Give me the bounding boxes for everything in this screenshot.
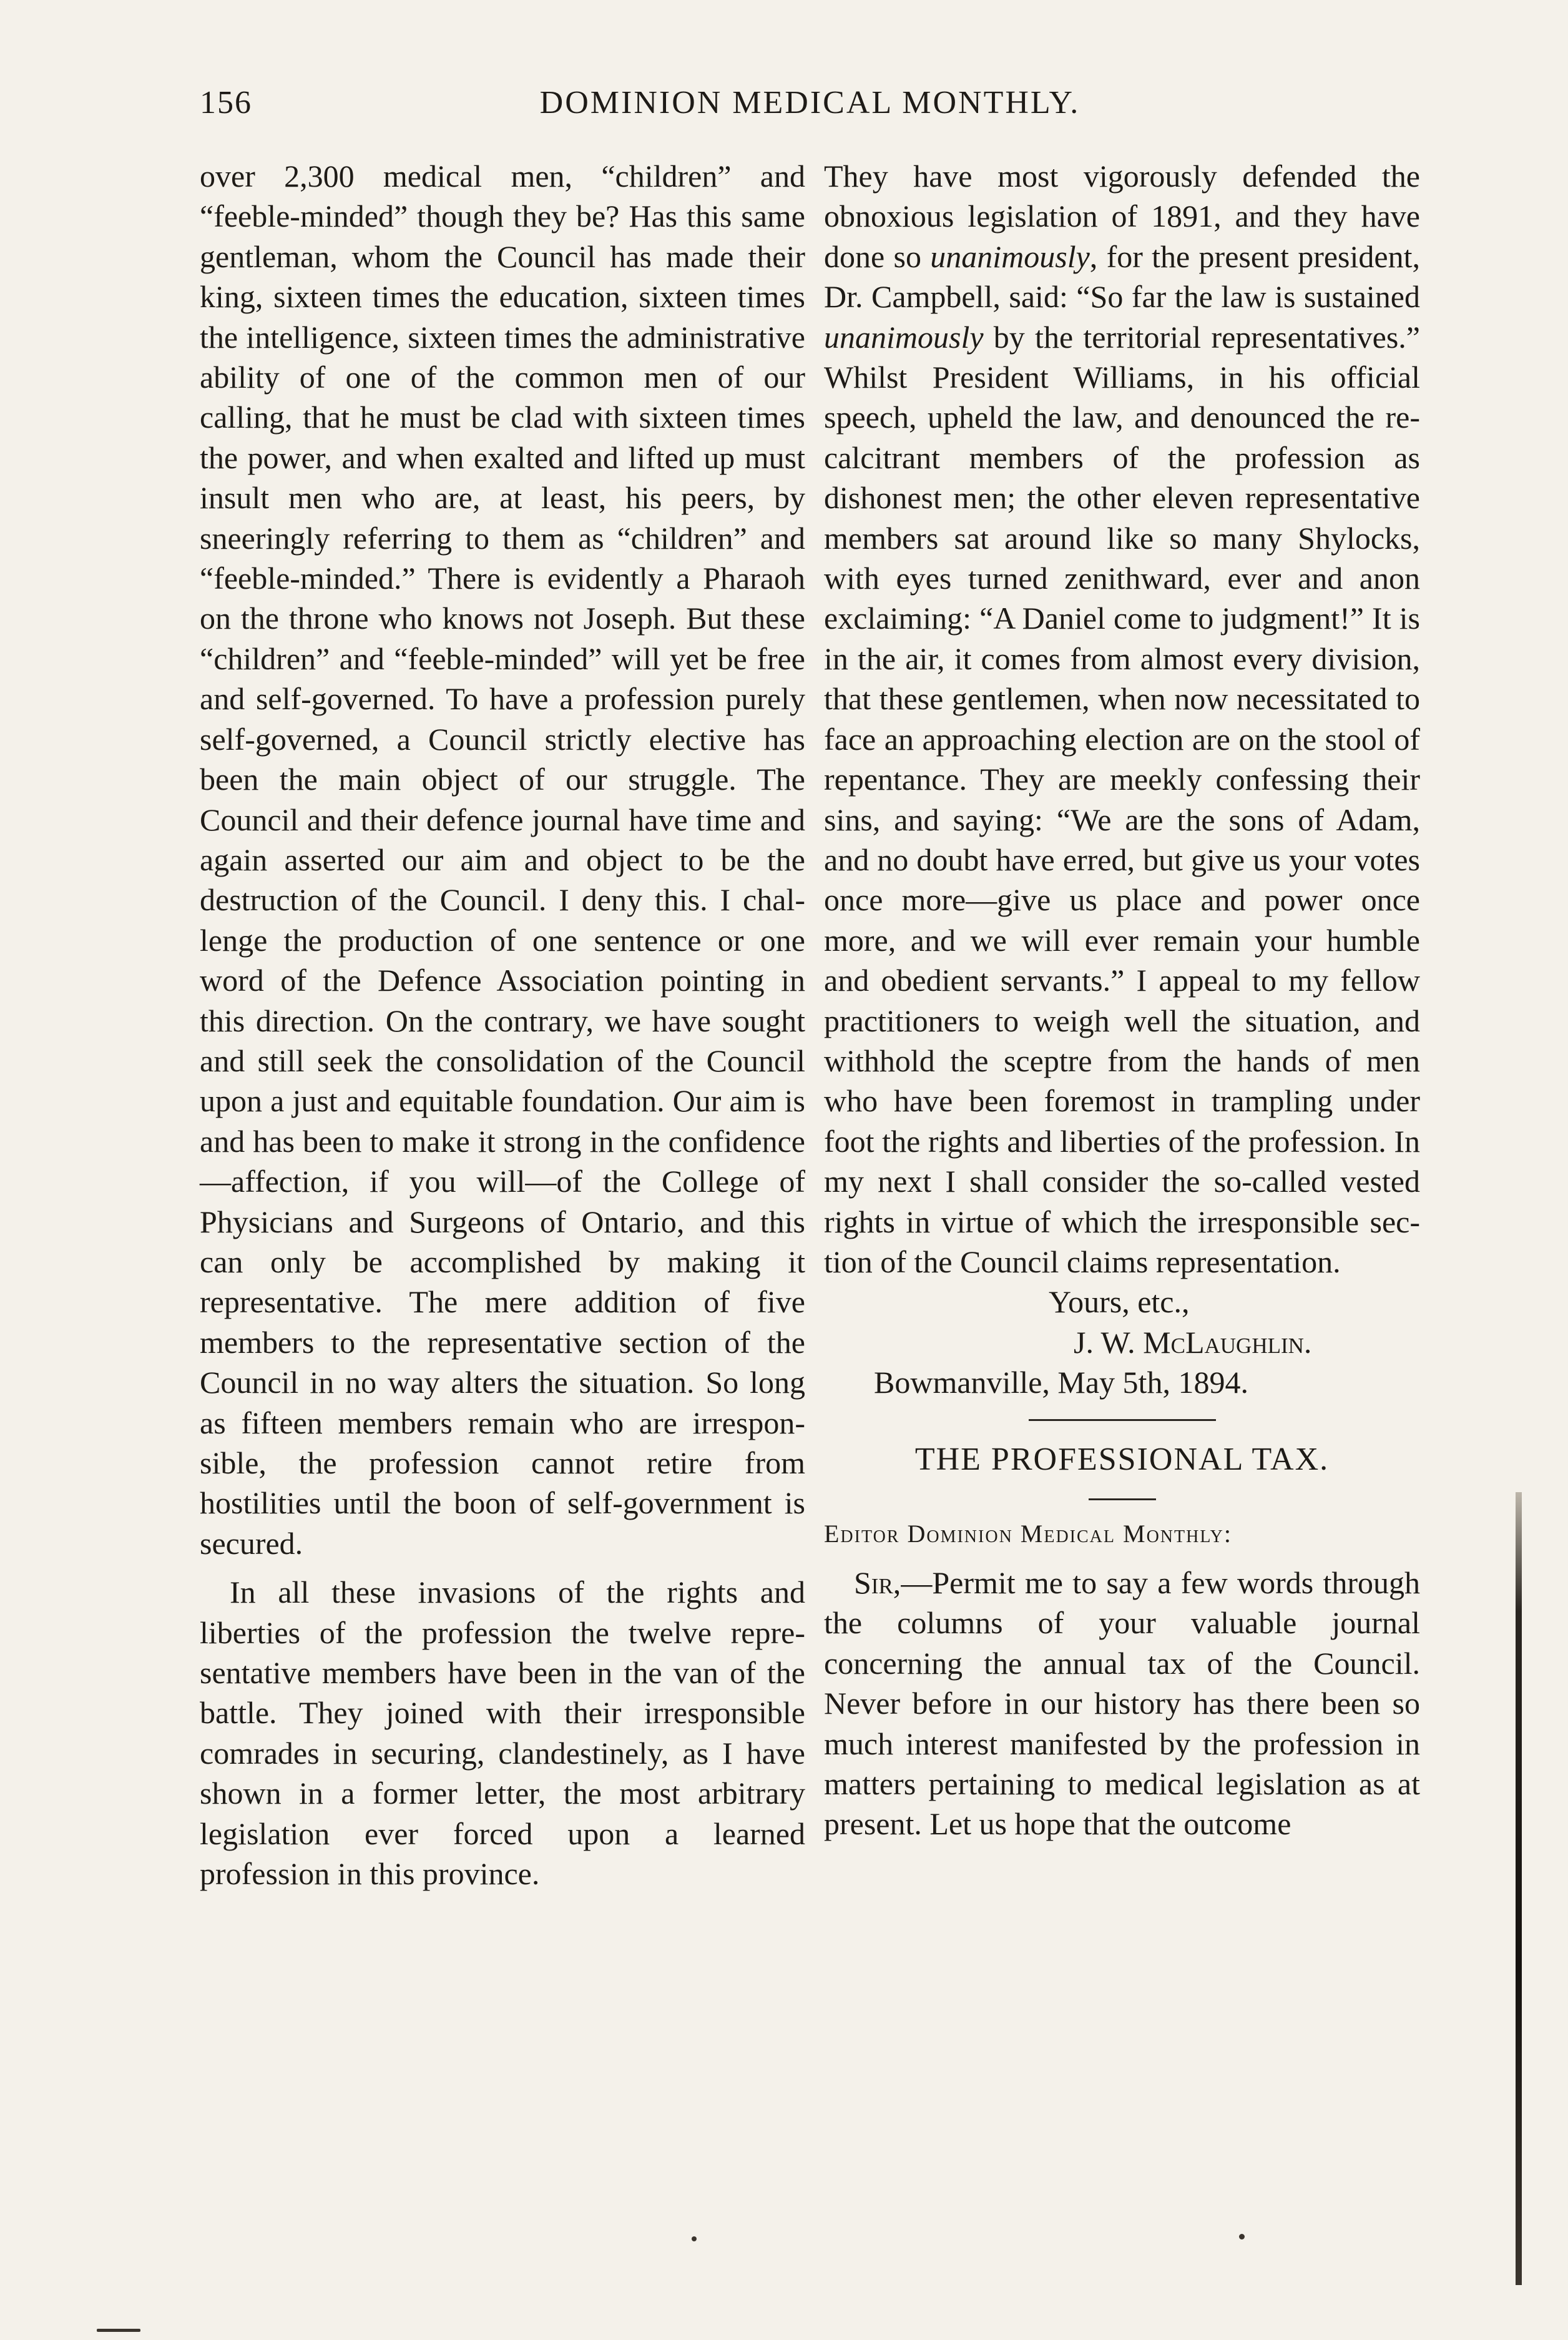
scan-speck	[1239, 2234, 1245, 2239]
emphasis-unanimously: unanimously	[930, 238, 1090, 274]
emphasis-unanimously: unanimously	[824, 319, 984, 355]
scan-edge-mark	[1516, 1492, 1522, 2285]
text-run: by the territorial representatives.” Whilst President Williams, in his official speech, upheld the law, and denounced the recalcitrant members of the profession as dishonest men; the other eleven representative members sat around like so many Shylocks, with eyes turned zenithward, ever and anon exclaiming: “A Daniel come to judgment!” It is in the air, it comes from almost every division, that these gentlemen, when now necessitated to face an approaching election are on the stool of repentance. They are meekly confessing their sins, and saying: “We are the sons of Adam, and no doubt have erred, but give us your votes once more—give us place and power once more, and we will ever remain your humble and obedient servants.” I appeal to my fellow practitioners to weigh well the situation, and withhold the sceptre from the hands of men who have been foremost in trampling under foot the rights and liberties of the profession. In my next I shall consider the so-called vested rights in virtue of which the irresponsible section of the Council claims representation.	[824, 319, 1420, 1279]
letter-paragraph	[824, 1563, 1420, 1844]
left-paragraph-1: over 2,300 medical men, “children” and “feeble-minded” though they be? Has this same gentleman, whom the Council has made their king, sixteen times the education, sixteen times the intelligence, sixteen times the administrative ability of one of the common men of our calling, that he must be clad with sixteen times the power, and when exalted and lifted up must insult men who are, at least, his peers, by sneeringly referring to them as “children” and “feeble-minded.” There is evidently a Pharaoh on the throne who knows not Joseph. But these “children” and “feeble-minded” will yet be free and self-governed. To have a profession purely self-governed, a Council strictly elective has been the main object of our struggle. The Council and their defence journal have time and again asserted our aim and object to be the destruction of the Council. I deny this. I challenge the production of one sentence or one word of the Defence Association pointing in this direction. On the contrary, we have sought and still seek the consolidation of the Council upon a just and equitable foundation. Our aim is and has been to make it strong in the confidence—affection, if you will—of the College of Physicians and Surgeons of Ontario, and this can only be accomplished by making it representative. The mere addition of five members to the representative section of the Council in no way alters the situation. So long as fifteen members remain who are irresponsible, the profession cannot retire from hostilities until the boon of self-government is secured.	[200, 159, 805, 1561]
letter-body: —Permit me to say a few words through the columns of your valuable journal concerning the annual tax of the Council. Never before in our history has there been so much interest manifested by the profession in matters pertaining to medical legislation as at present. Let us hope that the outcome	[824, 1565, 1420, 1842]
letter-sir: Sir,	[854, 1565, 901, 1600]
scan-speck	[692, 2236, 697, 2241]
section-title: THE PROFESSIONAL TAX.	[914, 1441, 1330, 1477]
closing-yours: Yours, etc.,	[1049, 1284, 1190, 1320]
text-run: , for the present president, Dr. Campbell, said: “So far the law is sustained	[824, 238, 1420, 315]
section-divider	[1029, 1419, 1216, 1421]
right-paragraph-1	[824, 156, 1420, 1282]
page-number: 156	[200, 85, 252, 120]
running-head: DOMINION MEDICAL MONTHLY.	[539, 85, 1080, 120]
left-paragraph-2: In all these invasions of the rights and liberties of the profession the twelve representative members have been in the van of the battle. They joined with their irresponsible comrades in securing, clandestinely, as I have shown in a former letter, the most arbitrary legislation ever forced upon a learned profession in this province.	[200, 1575, 805, 1892]
title-divider	[1089, 1498, 1156, 1500]
text-run: They have most vigorously defended the obnoxious legislation of 1891, and they have done so	[824, 159, 1420, 274]
signature: J. W. McLaughlin.	[1074, 1324, 1312, 1360]
left-column	[200, 156, 805, 1894]
right-column	[824, 156, 1420, 1844]
page-header	[200, 84, 1420, 140]
scan-speck	[97, 2329, 140, 2332]
dateline: Bowmanville, May 5th, 1894.	[874, 1365, 1248, 1400]
salutation: Editor Dominion Medical Monthly:	[824, 1519, 1232, 1548]
